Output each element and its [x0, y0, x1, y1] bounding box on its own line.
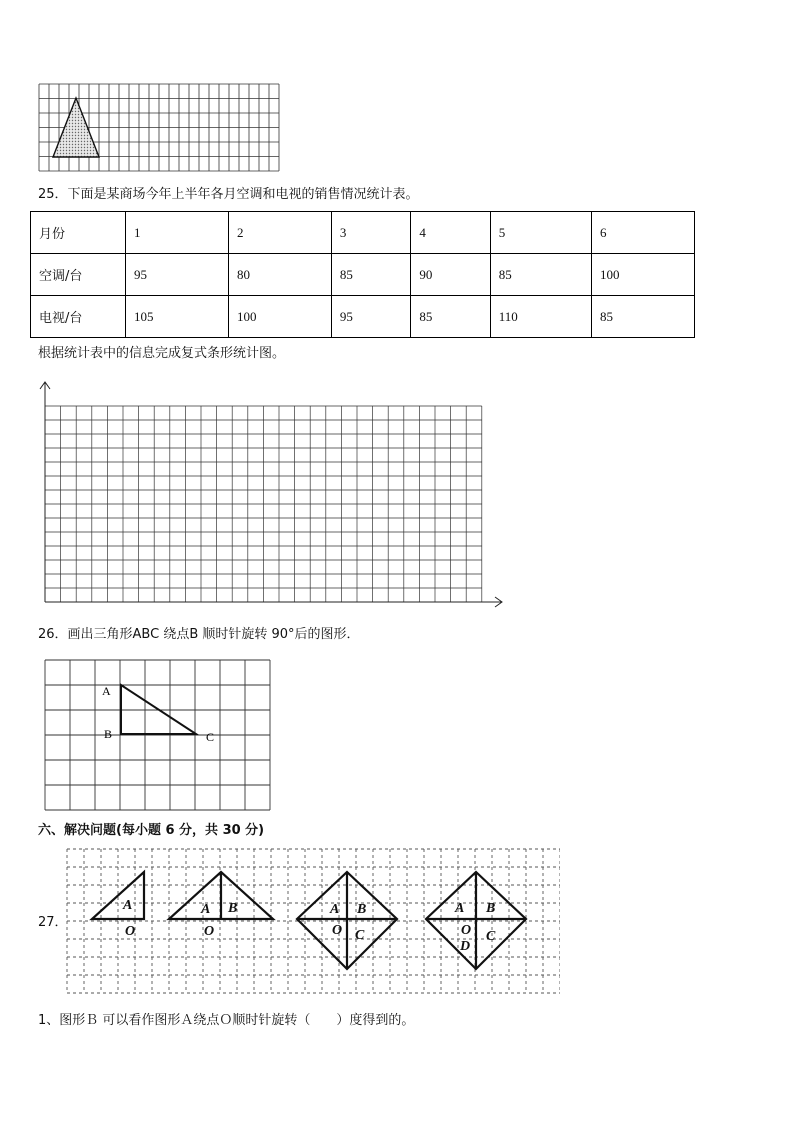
q27-figure-grid: [64, 846, 560, 998]
fig4-label-b: B: [486, 901, 496, 916]
table-row: [31, 254, 695, 296]
fig4-label-c: C: [486, 929, 496, 944]
label-c: C: [206, 730, 215, 744]
value-cell: 90: [411, 254, 490, 296]
label-a: A: [102, 684, 111, 698]
row-label: 空调/台: [31, 254, 126, 296]
fig2-label-a: A: [201, 902, 211, 917]
table-row: [31, 212, 695, 254]
triangle-abc: [121, 685, 196, 734]
value-cell: 95: [126, 254, 229, 296]
fig3-label-b: B: [357, 902, 367, 917]
rotation-grid: [40, 655, 275, 815]
fig4-label-o: O: [461, 923, 472, 938]
month-cell: 4: [411, 212, 490, 254]
top-triangle-grid: [38, 83, 280, 173]
blank-chart-grid: [36, 378, 506, 610]
table-row: [31, 296, 695, 338]
q26-prompt: 26．画出三角形ABC 绕点B 顺时针旋转 90°后的图形．: [38, 627, 360, 642]
sales-table: [30, 211, 695, 338]
month-cell: 5: [490, 212, 591, 254]
value-cell: 80: [228, 254, 331, 296]
month-cell: 3: [331, 212, 410, 254]
value-cell: 85: [490, 254, 591, 296]
value-cell: 110: [490, 296, 591, 338]
fig3-label-a: A: [330, 902, 340, 917]
q27-number: 27．: [38, 915, 68, 930]
fig1-label-a: A: [123, 898, 133, 913]
fig4-label-d: D: [460, 939, 471, 954]
value-cell: 105: [126, 296, 229, 338]
fig1-label-o: O: [125, 924, 136, 939]
value-cell: 100: [228, 296, 331, 338]
month-cell: 6: [592, 212, 695, 254]
month-header: 月份: [31, 212, 126, 254]
fig2-label-b: B: [228, 901, 238, 916]
fig3-label-c: C: [355, 928, 365, 943]
row-label: 电视/台: [31, 296, 126, 338]
value-cell: 100: [592, 254, 695, 296]
fig4-label-a: A: [455, 901, 465, 916]
value-cell: 85: [592, 296, 695, 338]
month-cell: 2: [228, 212, 331, 254]
label-b: B: [104, 727, 113, 741]
q27-sub1: 1、图形Ｂ 可以看作图形Ａ绕点Ｏ顺时针旋转（ ）度得到的。: [38, 1013, 415, 1028]
fig2-label-o: O: [204, 924, 215, 939]
q25-instruction: 根据统计表中的信息完成复式条形统计图。: [38, 346, 286, 361]
month-cell: 1: [126, 212, 229, 254]
value-cell: 85: [411, 296, 490, 338]
fig3-label-o: O: [332, 923, 343, 938]
value-cell: 95: [331, 296, 410, 338]
q25-prompt: 25．下面是某商场今年上半年各月空调和电视的销售情况统计表。: [38, 187, 419, 202]
value-cell: 85: [331, 254, 410, 296]
section-title: 六、解决问题(每小题 6 分，共 30 分): [38, 823, 265, 838]
